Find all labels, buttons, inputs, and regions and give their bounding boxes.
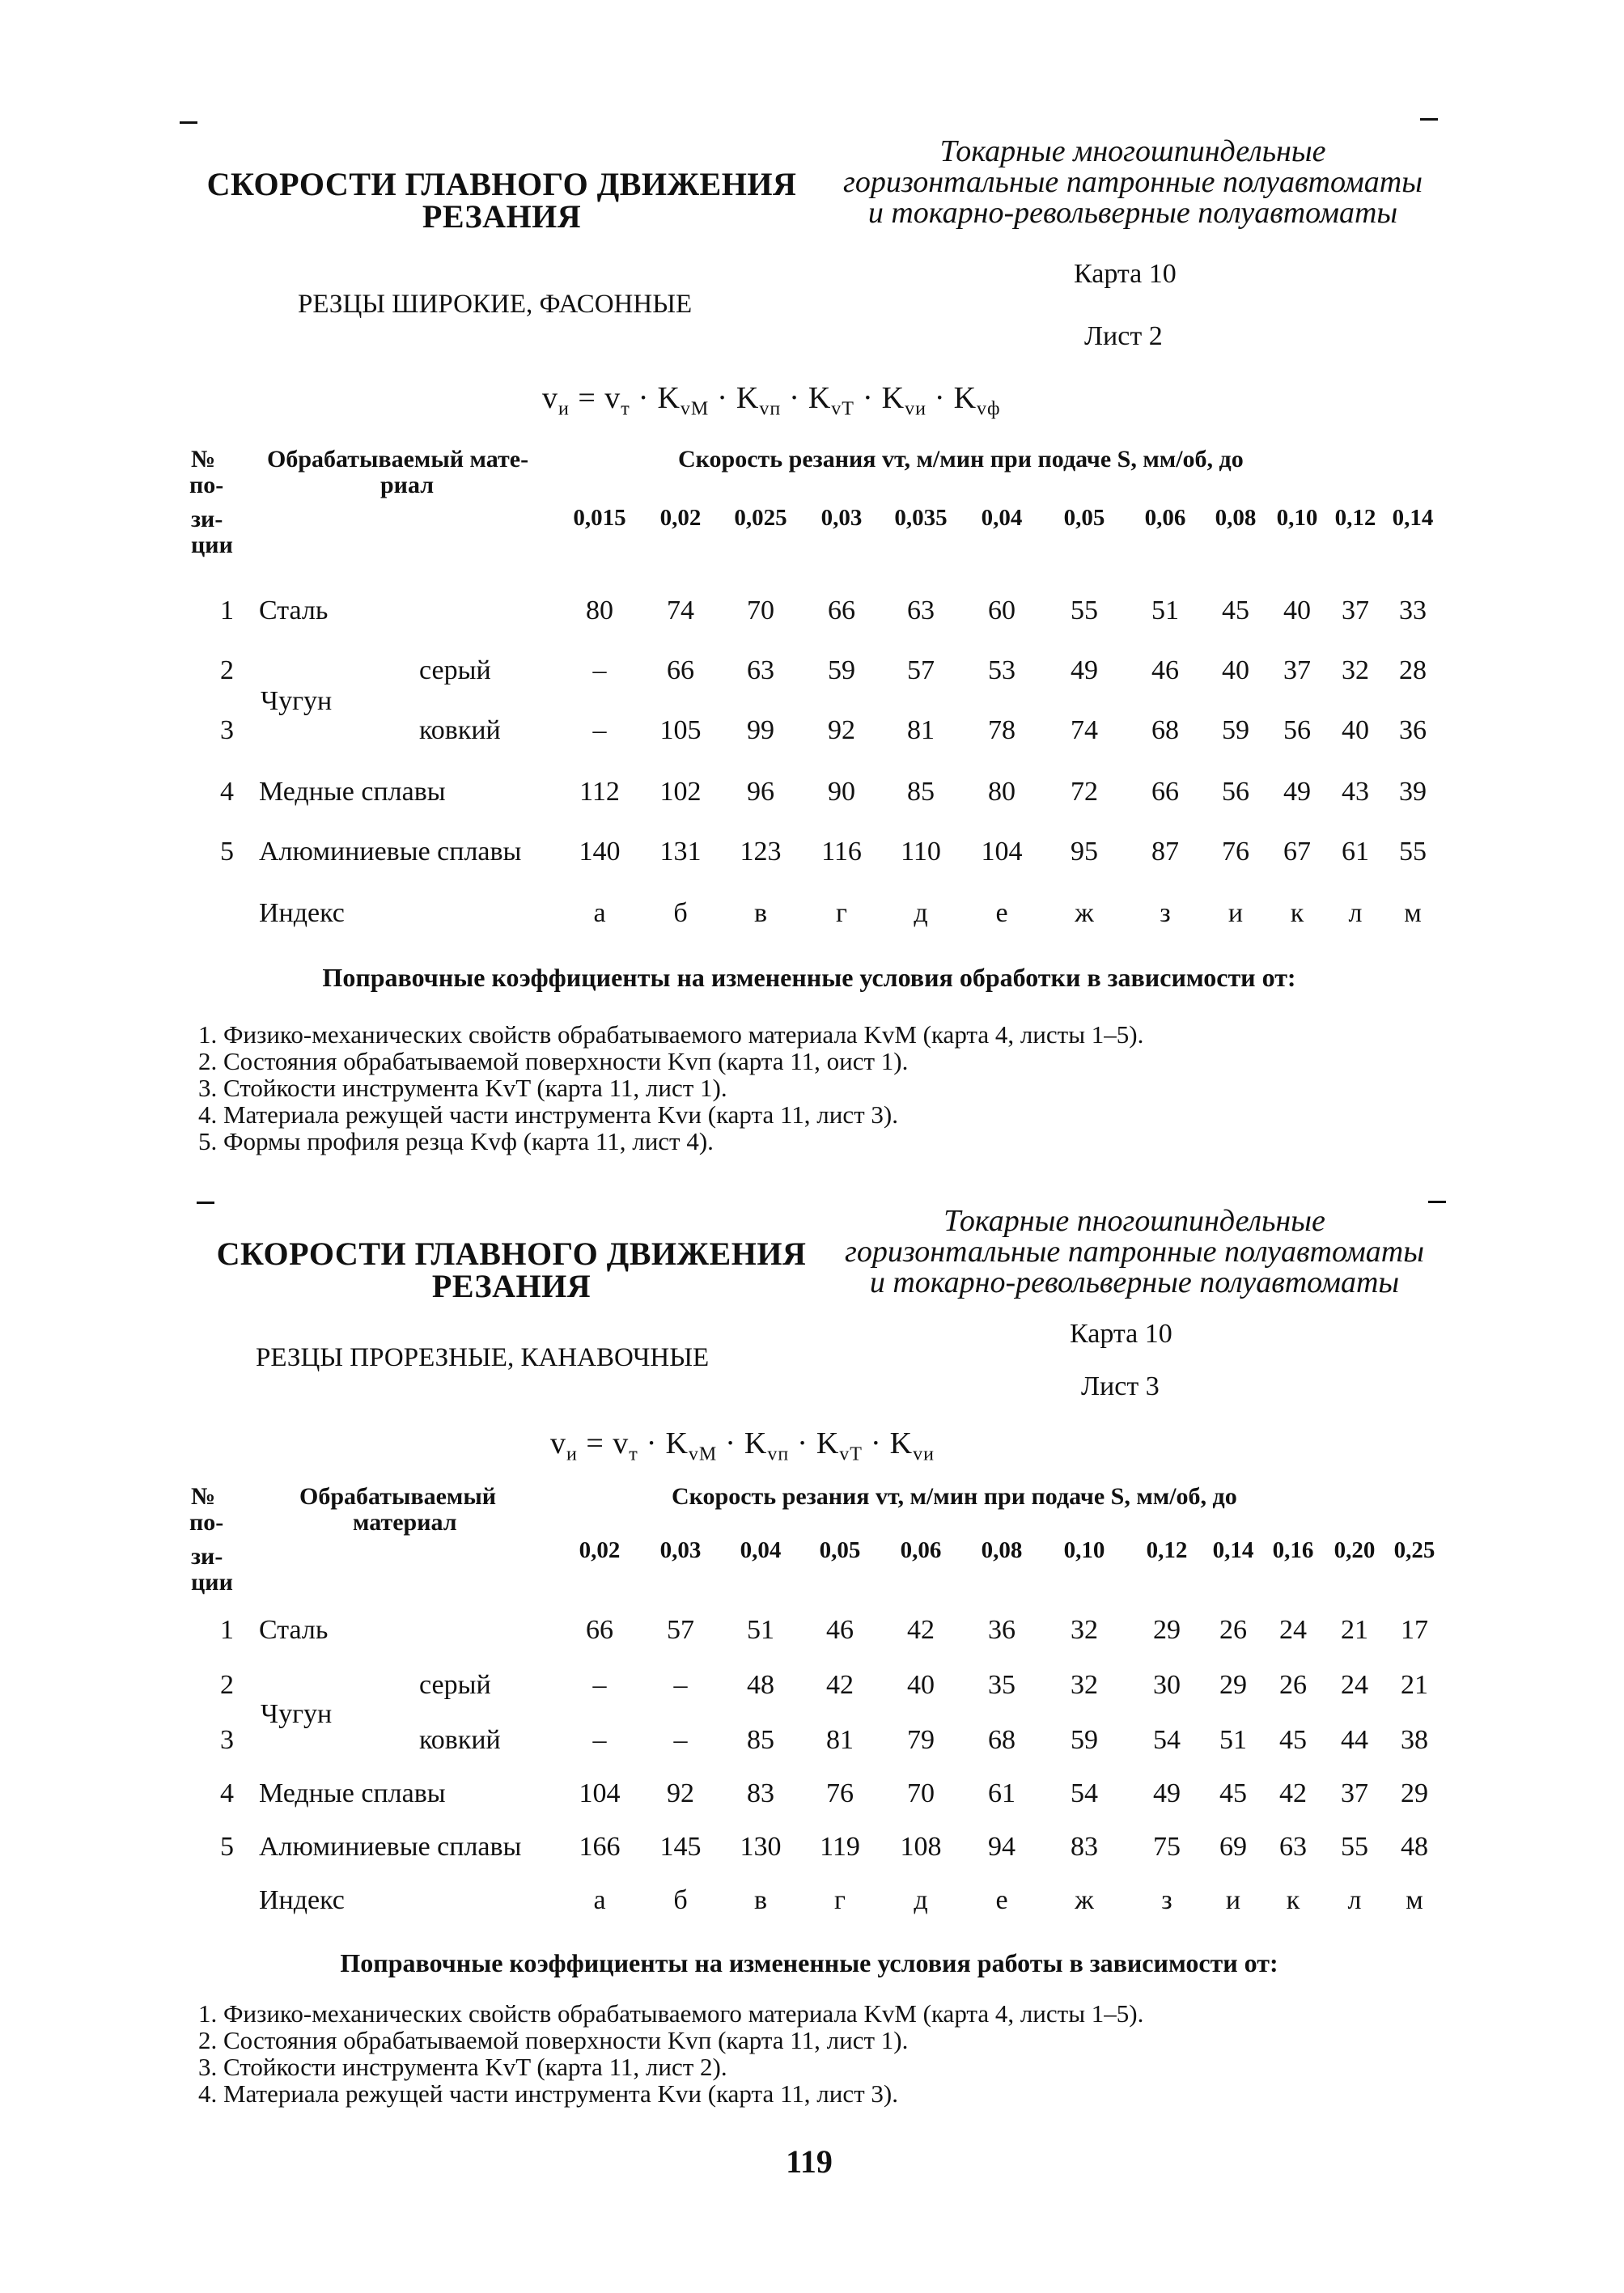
- table-cell: 69: [1219, 1832, 1247, 1862]
- table-cell: 60: [988, 596, 1016, 625]
- index-letter: л: [1348, 898, 1363, 928]
- feed-value: 0,10: [1276, 505, 1318, 531]
- table-cell: 21: [1341, 1615, 1368, 1645]
- index-letter: е: [995, 898, 1008, 928]
- table-cell: 72: [1071, 777, 1098, 807]
- table-cell: 37: [1283, 655, 1311, 685]
- table-cell: 51: [1219, 1725, 1247, 1755]
- tool-type: РЕЗЦЫ ШИРОКИЕ, ФАСОННЫЕ: [298, 290, 693, 319]
- row-material: Алюминиевые сплавы: [259, 837, 522, 867]
- page-number: 119: [786, 2143, 833, 2180]
- table-cell: 48: [1401, 1832, 1428, 1862]
- table-cell: 112: [579, 777, 620, 807]
- table-cell: 90: [828, 777, 855, 807]
- feed-value: 0,12: [1334, 505, 1376, 531]
- row-number: 4: [220, 777, 234, 807]
- table-cell: 83: [1071, 1832, 1098, 1862]
- speed-header: Скорость резания vт, м/мин при подаче S, мм/об, до: [672, 1483, 1237, 1510]
- corrections-list: [198, 2000, 1461, 2107]
- table-cell: 94: [988, 1832, 1016, 1862]
- table-cell: 85: [907, 777, 935, 807]
- feed-value: 0,05: [1063, 505, 1105, 531]
- table-cell: 59: [1071, 1725, 1098, 1755]
- corner-mark: [197, 1202, 214, 1204]
- table-cell: 30: [1153, 1670, 1181, 1700]
- table-cell: 78: [988, 715, 1016, 745]
- table-cell: 40: [1222, 655, 1249, 685]
- table-cell: 29: [1401, 1778, 1428, 1808]
- table-cell: 45: [1279, 1725, 1307, 1755]
- card-title: СКОРОСТИ ГЛАВНОГО ДВИЖЕНИЯ РЕЗАНИЯ: [216, 1236, 807, 1304]
- table-cell: 53: [988, 655, 1016, 685]
- table-cell: 130: [740, 1832, 782, 1862]
- index-letter: в: [753, 1885, 768, 1915]
- table-cell: 42: [826, 1670, 854, 1700]
- table-cell: 42: [1279, 1778, 1307, 1808]
- row-number: 4: [220, 1778, 234, 1808]
- table-cell: 32: [1071, 1670, 1098, 1700]
- formula: $v_и = v_т \cdot K_{vM} \cdot K_{vп} \cdot K_{vT} \cdot K_{vи}$: [550, 1426, 935, 1465]
- table-cell: 131: [659, 837, 702, 867]
- table-cell: 96: [747, 777, 774, 807]
- table-cell: 40: [1342, 715, 1369, 745]
- table-cell: 74: [1071, 715, 1098, 745]
- index-letter: д: [914, 1885, 928, 1915]
- index-letter: к: [1290, 898, 1304, 928]
- table-cell: –: [673, 1670, 688, 1700]
- feed-value: 0,08: [981, 1537, 1023, 1563]
- index-label: Индекс: [259, 1885, 345, 1915]
- col-material-header: Обрабатываемый материал: [299, 1483, 497, 1536]
- table-cell: 80: [988, 777, 1016, 807]
- col-position-header: № по- зи- ции: [189, 446, 233, 558]
- table-cell: 66: [586, 1615, 613, 1645]
- table-cell: 123: [740, 837, 782, 867]
- table-cell: –: [592, 1725, 607, 1755]
- table-cell: 49: [1153, 1778, 1181, 1808]
- table-cell: 70: [747, 596, 774, 625]
- feed-value: 0,16: [1272, 1537, 1314, 1563]
- machine-type: Токарные пногошпиндельные горизонтальные патронные полуавтоматы и токарно-револьверные полуавтоматы: [845, 1204, 1424, 1299]
- table-cell: 92: [667, 1778, 694, 1808]
- table-cell: 68: [1151, 715, 1179, 745]
- feed-value: 0,04: [740, 1537, 782, 1563]
- note-item: 3. Стойкости инструмента KvT (карта 11, лист 1).: [198, 1074, 727, 1102]
- tool-type: РЕЗЦЫ ПРОРЕЗНЫЕ, КАНАВОЧНЫЕ: [256, 1343, 710, 1372]
- card-number: Карта 10: [1074, 259, 1177, 289]
- feed-value: 0,02: [659, 505, 702, 531]
- table-cell: 32: [1071, 1615, 1098, 1645]
- table-cell: 75: [1153, 1832, 1181, 1862]
- table-cell: 63: [907, 596, 935, 625]
- feed-value: 0,035: [894, 505, 948, 531]
- table-cell: 80: [586, 596, 613, 625]
- table-cell: 21: [1401, 1670, 1428, 1700]
- row-material: Медные сплавы: [259, 777, 446, 807]
- table-cell: 51: [1151, 596, 1179, 625]
- table-cell: 55: [1071, 596, 1098, 625]
- row-number: 2: [220, 1670, 234, 1700]
- row-number: 1: [220, 1615, 234, 1645]
- table-cell: 29: [1153, 1615, 1181, 1645]
- corrections-title: Поправочные коэффициенты на измененные условия работы в зависимости от:: [340, 1948, 1278, 1977]
- cast-iron-label: Чугун: [261, 1699, 333, 1729]
- table-cell: –: [673, 1725, 688, 1755]
- feed-value: 0,14: [1392, 505, 1434, 531]
- feed-value: 0,025: [734, 505, 787, 531]
- corrections-list: [198, 1021, 1461, 1155]
- table-cell: 55: [1341, 1832, 1368, 1862]
- table-cell: 26: [1279, 1670, 1307, 1700]
- table-cell: 33: [1399, 596, 1427, 625]
- table-cell: 102: [659, 777, 702, 807]
- table-cell: –: [592, 655, 607, 685]
- table-cell: 66: [828, 596, 855, 625]
- feed-value: 0,03: [659, 1537, 702, 1563]
- table-cell: 108: [900, 1832, 942, 1862]
- table-cell: 24: [1279, 1615, 1307, 1645]
- table-cell: 76: [826, 1778, 854, 1808]
- feed-value: 0,20: [1334, 1537, 1376, 1563]
- row-number: 5: [220, 837, 234, 867]
- feed-value: 0,10: [1063, 1537, 1105, 1563]
- table-cell: 74: [667, 596, 694, 625]
- table-cell: 40: [907, 1670, 935, 1700]
- table-cell: 57: [907, 655, 935, 685]
- feed-value: 0,05: [819, 1537, 861, 1563]
- index-label: Индекс: [259, 898, 345, 928]
- table-cell: 45: [1219, 1778, 1247, 1808]
- table-cell: 37: [1341, 1778, 1368, 1808]
- table-cell: 63: [1279, 1832, 1307, 1862]
- table-cell: 81: [826, 1725, 854, 1755]
- index-letter: л: [1347, 1885, 1362, 1915]
- table-cell: 54: [1071, 1778, 1098, 1808]
- table-cell: 79: [907, 1725, 935, 1755]
- index-letter: м: [1406, 1885, 1423, 1915]
- table-cell: 39: [1399, 777, 1427, 807]
- table-cell: 46: [1151, 655, 1179, 685]
- table-cell: 56: [1283, 715, 1311, 745]
- note-item: 5. Формы профиля резца Kvф (карта 11, лист 4).: [198, 1127, 714, 1155]
- corner-mark: [1420, 118, 1438, 121]
- table-cell: 54: [1153, 1725, 1181, 1755]
- table-cell: 61: [988, 1778, 1016, 1808]
- feed-value: 0,14: [1212, 1537, 1254, 1563]
- table-cell: 99: [747, 715, 774, 745]
- table-cell: 49: [1071, 655, 1098, 685]
- index-letter: а: [593, 1885, 606, 1915]
- index-letter: б: [673, 898, 688, 928]
- machine-type: Токарные многошпиндельные горизонтальные патронные полуавтоматы и токарно-револьверные полуавтоматы: [843, 134, 1423, 230]
- table-cell: –: [592, 1670, 607, 1700]
- index-letter: з: [1161, 1885, 1172, 1915]
- col-material-header: Обрабатываемый мате- риал: [267, 446, 529, 498]
- table-cell: 76: [1222, 837, 1249, 867]
- table-cell: 66: [1151, 777, 1179, 807]
- index-letter: м: [1404, 898, 1422, 928]
- note-item: 2. Состояния обрабатываемой поверхности Kvп (карта 11, оист 1).: [198, 1047, 909, 1075]
- table-cell: 29: [1219, 1670, 1247, 1700]
- card-number: Карта 10: [1070, 1319, 1172, 1349]
- table-cell: 43: [1342, 777, 1369, 807]
- table-cell: 45: [1222, 596, 1249, 625]
- table-cell: 32: [1342, 655, 1369, 685]
- table-cell: 44: [1341, 1725, 1368, 1755]
- index-letter: б: [673, 1885, 688, 1915]
- table-cell: 36: [1399, 715, 1427, 745]
- table-cell: 26: [1219, 1615, 1247, 1645]
- note-item: 4. Материала режущей части инструмента Kvи (карта 11, лист 3).: [198, 1100, 898, 1129]
- table-cell: 104: [579, 1778, 621, 1808]
- feed-value: 0,02: [579, 1537, 621, 1563]
- table-cell: 40: [1283, 596, 1311, 625]
- row-material: серый: [419, 1670, 491, 1700]
- sheet-number: Лист 2: [1084, 321, 1163, 351]
- table-cell: 68: [988, 1725, 1016, 1755]
- table-cell: 42: [907, 1615, 935, 1645]
- index-letter: и: [1225, 1885, 1241, 1915]
- table-cell: 110: [901, 837, 941, 867]
- index-letter: и: [1228, 898, 1244, 928]
- table-cell: 67: [1283, 837, 1311, 867]
- corner-mark: [1428, 1201, 1446, 1203]
- formula: $v_и = v_т \cdot K_{vM} \cdot K_{vп} \cdot K_{vT} \cdot K_{vи} \cdot K_{vф}$: [542, 381, 1001, 420]
- feed-value: 0,06: [1144, 505, 1186, 531]
- note-item: 1. Физико-механических свойств обрабатываемого материала KvM (карта 4, листы 1–5).: [198, 1999, 1144, 2028]
- table-cell: 49: [1283, 777, 1311, 807]
- table-cell: 145: [659, 1832, 702, 1862]
- feed-value: 0,25: [1393, 1537, 1435, 1563]
- note-item: 3. Стойкости инструмента KvT (карта 11, лист 2).: [198, 2053, 727, 2081]
- table-cell: 24: [1341, 1670, 1368, 1700]
- table-cell: 28: [1399, 655, 1427, 685]
- table-cell: 48: [747, 1670, 774, 1700]
- table-cell: 38: [1401, 1725, 1428, 1755]
- table-cell: 56: [1222, 777, 1249, 807]
- table-cell: 37: [1342, 596, 1369, 625]
- index-letter: а: [593, 898, 606, 928]
- feed-value: 0,015: [573, 505, 626, 531]
- row-material: ковкий: [419, 1725, 501, 1755]
- index-letter: ж: [1075, 1885, 1094, 1915]
- table-cell: 59: [828, 655, 855, 685]
- table-cell: 81: [907, 715, 935, 745]
- index-letter: ж: [1075, 898, 1094, 928]
- index-letter: к: [1286, 1885, 1300, 1915]
- row-number: 2: [220, 655, 234, 685]
- table-cell: 35: [988, 1670, 1016, 1700]
- speed-header: Скорость резания vт, м/мин при подаче S, мм/об, до: [678, 446, 1244, 473]
- table-cell: 66: [667, 655, 694, 685]
- col-position-header: № по- зи- ции: [189, 1483, 233, 1596]
- row-material: Медные сплавы: [259, 1778, 446, 1808]
- note-item: 2. Состояния обрабатываемой поверхности Kvп (карта 11, лист 1).: [198, 2026, 909, 2054]
- table-cell: 46: [826, 1615, 854, 1645]
- feed-value: 0,06: [900, 1537, 942, 1563]
- corner-mark: [180, 121, 197, 124]
- table-cell: 140: [579, 837, 621, 867]
- row-material: Сталь: [259, 596, 329, 625]
- table-cell: 70: [907, 1778, 935, 1808]
- row-material: ковкий: [419, 715, 501, 745]
- table-cell: 61: [1342, 837, 1369, 867]
- sheet-number: Лист 3: [1081, 1371, 1160, 1401]
- index-letter: г: [836, 898, 847, 928]
- card-title: СКОРОСТИ ГЛАВНОГО ДВИЖЕНИЯ РЕЗАНИЯ: [206, 166, 797, 235]
- index-letter: г: [834, 1885, 846, 1915]
- row-number: 5: [220, 1832, 234, 1862]
- table-cell: 104: [981, 837, 1023, 867]
- row-material: серый: [419, 655, 491, 685]
- table-cell: 55: [1399, 837, 1427, 867]
- table-cell: 105: [659, 715, 702, 745]
- table-cell: 63: [747, 655, 774, 685]
- table-cell: 119: [820, 1832, 860, 1862]
- table-cell: 85: [747, 1725, 774, 1755]
- row-number: 1: [220, 596, 234, 625]
- table-cell: 51: [747, 1615, 774, 1645]
- corrections-title: Поправочные коэффициенты на измененные условия обработки в зависимости от:: [322, 963, 1296, 992]
- table-cell: 166: [579, 1832, 621, 1862]
- note-item: 4. Материала режущей части инструмента Kvи (карта 11, лист 3).: [198, 2079, 898, 2108]
- row-number: 3: [220, 1725, 234, 1755]
- feed-value: 0,12: [1146, 1537, 1188, 1563]
- table-cell: –: [592, 715, 607, 745]
- table-cell: 83: [747, 1778, 774, 1808]
- index-letter: д: [914, 898, 928, 928]
- table-cell: 87: [1151, 837, 1179, 867]
- table-cell: 17: [1401, 1615, 1428, 1645]
- row-number: 3: [220, 715, 234, 745]
- feed-value: 0,04: [981, 505, 1023, 531]
- index-letter: в: [753, 898, 768, 928]
- row-material: Алюминиевые сплавы: [259, 1832, 522, 1862]
- note-item: 1. Физико-механических свойств обрабатываемого материала KvM (карта 4, листы 1–5).: [198, 1020, 1144, 1049]
- table-cell: 95: [1071, 837, 1098, 867]
- table-cell: 116: [821, 837, 862, 867]
- table-cell: 57: [667, 1615, 694, 1645]
- cast-iron-label: Чугун: [261, 686, 333, 716]
- index-letter: з: [1160, 898, 1171, 928]
- row-material: Сталь: [259, 1615, 329, 1645]
- table-cell: 92: [828, 715, 855, 745]
- table-cell: 59: [1222, 715, 1249, 745]
- index-letter: е: [995, 1885, 1008, 1915]
- feed-value: 0,08: [1215, 505, 1257, 531]
- feed-value: 0,03: [820, 505, 863, 531]
- table-cell: 36: [988, 1615, 1016, 1645]
